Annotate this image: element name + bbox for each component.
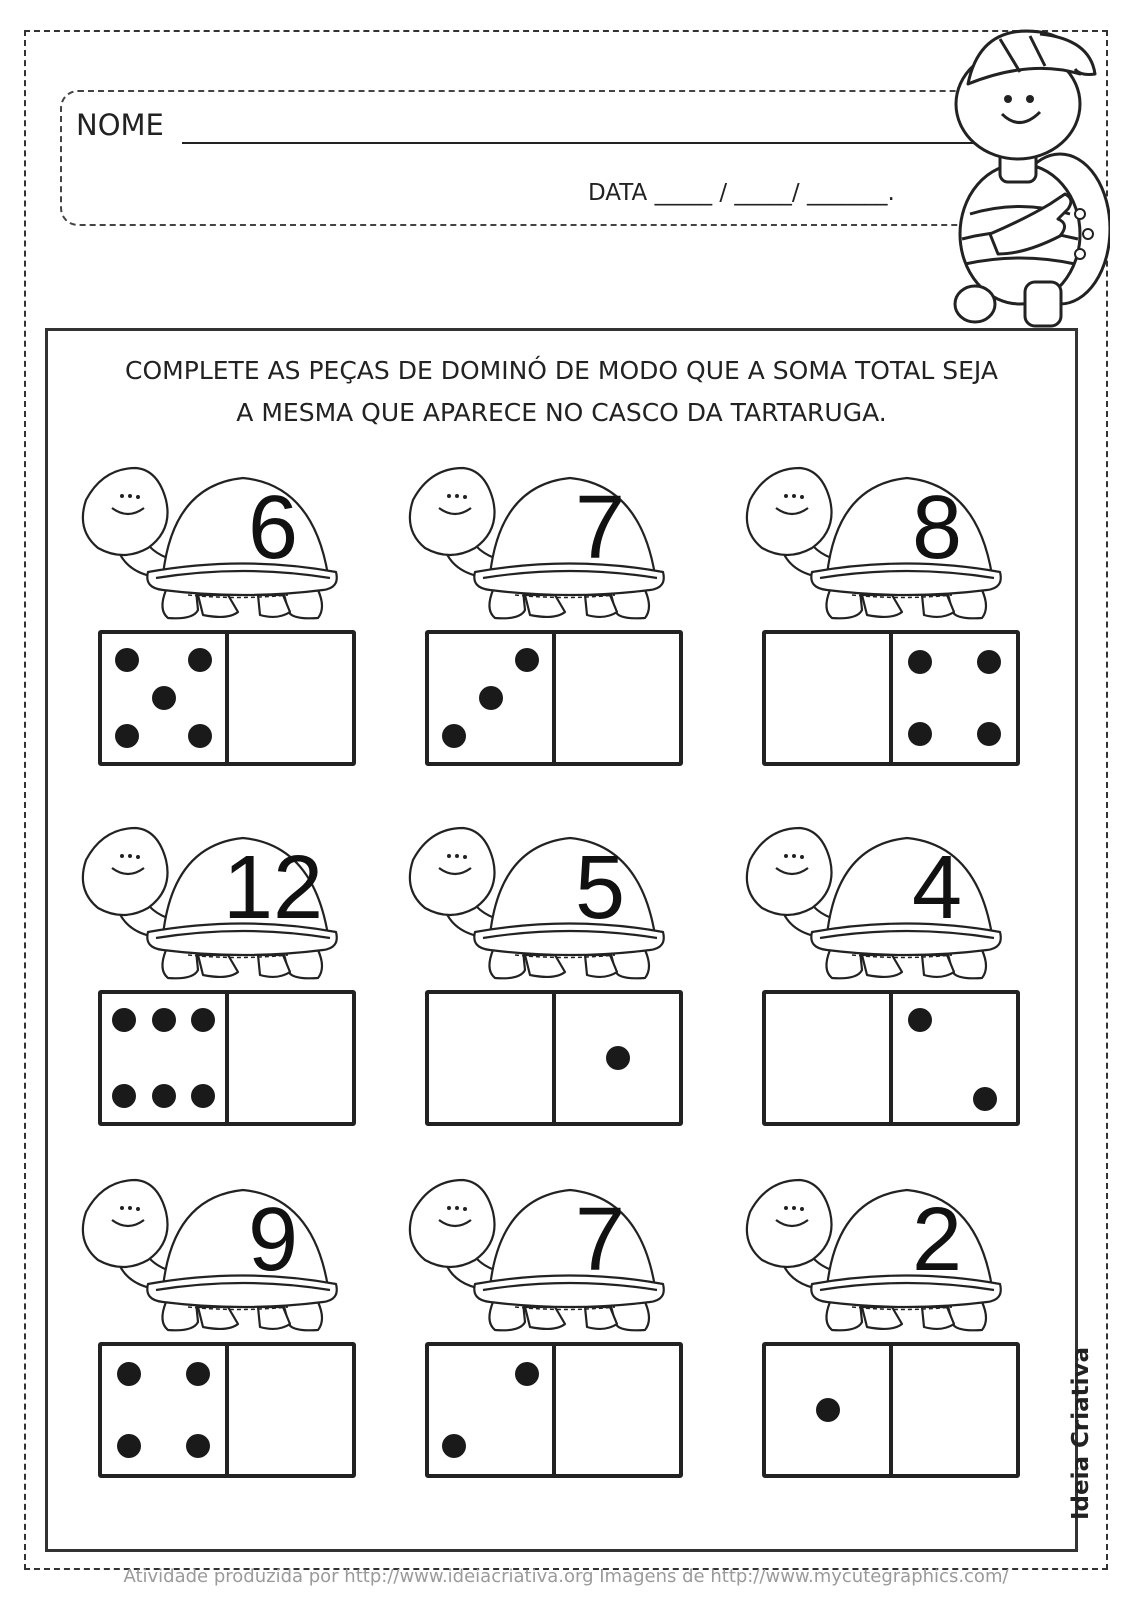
nome-field-line[interactable] xyxy=(182,142,977,144)
domino-pip xyxy=(908,1008,932,1032)
domino-pip xyxy=(908,650,932,674)
domino-pip xyxy=(188,648,212,672)
domino-pip xyxy=(191,1084,215,1108)
domino-pip xyxy=(515,1362,539,1386)
domino-piece xyxy=(762,630,1020,766)
domino-pip xyxy=(115,724,139,748)
domino-half-right[interactable] xyxy=(229,994,352,1122)
exercise-item xyxy=(742,1172,1032,1492)
domino-pip xyxy=(152,1008,176,1032)
domino-pip xyxy=(977,722,1001,746)
domino-half-left[interactable] xyxy=(766,634,893,762)
turtle-shell-number: 2 xyxy=(911,1190,963,1290)
turtle-shell-number: 8 xyxy=(911,478,963,578)
domino-piece xyxy=(762,1342,1020,1478)
exercise-item xyxy=(405,1172,695,1492)
domino-pip xyxy=(152,686,176,710)
domino-pip xyxy=(816,1398,840,1422)
domino-half-right[interactable] xyxy=(229,1346,352,1474)
domino-piece xyxy=(425,1342,683,1478)
domino-pip xyxy=(188,724,212,748)
exercise-item xyxy=(78,1172,368,1492)
domino-half-left xyxy=(429,634,556,762)
domino-half-left xyxy=(102,994,229,1122)
instructions xyxy=(50,350,1073,434)
domino-pip xyxy=(112,1008,136,1032)
domino-piece xyxy=(425,630,683,766)
domino-half-left xyxy=(429,1346,556,1474)
domino-pip xyxy=(479,686,503,710)
mascot-turtle-illustration xyxy=(930,14,1110,334)
instructions-line-1: COMPLETE AS PEÇAS DE DOMINÓ DE MODO QUE A SOMA TOTAL SEJA xyxy=(125,356,998,385)
domino-pip xyxy=(186,1362,210,1386)
domino-pip xyxy=(442,724,466,748)
domino-half-right[interactable] xyxy=(556,634,679,762)
exercise-item xyxy=(78,820,368,1140)
exercise-item xyxy=(78,460,368,780)
domino-piece xyxy=(98,630,356,766)
domino-pip xyxy=(152,1084,176,1108)
brand-vertical-text: Ideia Criativa xyxy=(1068,1346,1094,1520)
exercise-item xyxy=(405,820,695,1140)
turtle-shell-number: 12 xyxy=(222,838,324,938)
domino-pip xyxy=(115,648,139,672)
domino-pip xyxy=(977,650,1001,674)
nome-label: NOME xyxy=(76,108,164,142)
domino-half-right xyxy=(893,634,1016,762)
domino-pip xyxy=(117,1434,141,1458)
domino-pip xyxy=(606,1046,630,1070)
domino-half-right xyxy=(893,994,1016,1122)
domino-piece xyxy=(762,990,1020,1126)
instructions-line-2: A MESMA QUE APARECE NO CASCO DA TARTARUGA. xyxy=(236,398,887,427)
domino-pip xyxy=(442,1434,466,1458)
domino-half-left xyxy=(102,634,229,762)
domino-pip xyxy=(112,1084,136,1108)
domino-pip xyxy=(973,1087,997,1111)
domino-pip xyxy=(515,648,539,672)
domino-pip xyxy=(117,1362,141,1386)
domino-half-right[interactable] xyxy=(893,1346,1016,1474)
turtle-shell-number: 7 xyxy=(574,478,626,578)
exercise-item xyxy=(405,460,695,780)
domino-piece xyxy=(98,1342,356,1478)
domino-pip xyxy=(908,722,932,746)
turtle-shell-number: 9 xyxy=(247,1190,299,1290)
domino-piece xyxy=(425,990,683,1126)
domino-pip xyxy=(186,1434,210,1458)
exercise-item xyxy=(742,820,1032,1140)
data-label[interactable]: DATA _____ / _____/ _______. xyxy=(588,180,895,206)
domino-half-right[interactable] xyxy=(229,634,352,762)
turtle-shell-number: 5 xyxy=(574,838,626,938)
domino-half-right[interactable] xyxy=(556,1346,679,1474)
domino-piece xyxy=(98,990,356,1126)
domino-pip xyxy=(191,1008,215,1032)
turtle-shell-number: 4 xyxy=(911,838,963,938)
footer-credits: Atividade produzida por http://www.ideiacriativa.org Imagens de http://www.mycutegraphics.com/ xyxy=(123,1566,1009,1587)
exercise-item xyxy=(742,460,1032,780)
domino-half-left xyxy=(766,1346,893,1474)
domino-half-left[interactable] xyxy=(766,994,893,1122)
domino-half-left xyxy=(102,1346,229,1474)
turtle-shell-number: 7 xyxy=(574,1190,626,1290)
turtle-shell-number: 6 xyxy=(247,478,299,578)
domino-half-left[interactable] xyxy=(429,994,556,1122)
domino-half-right xyxy=(556,994,679,1122)
